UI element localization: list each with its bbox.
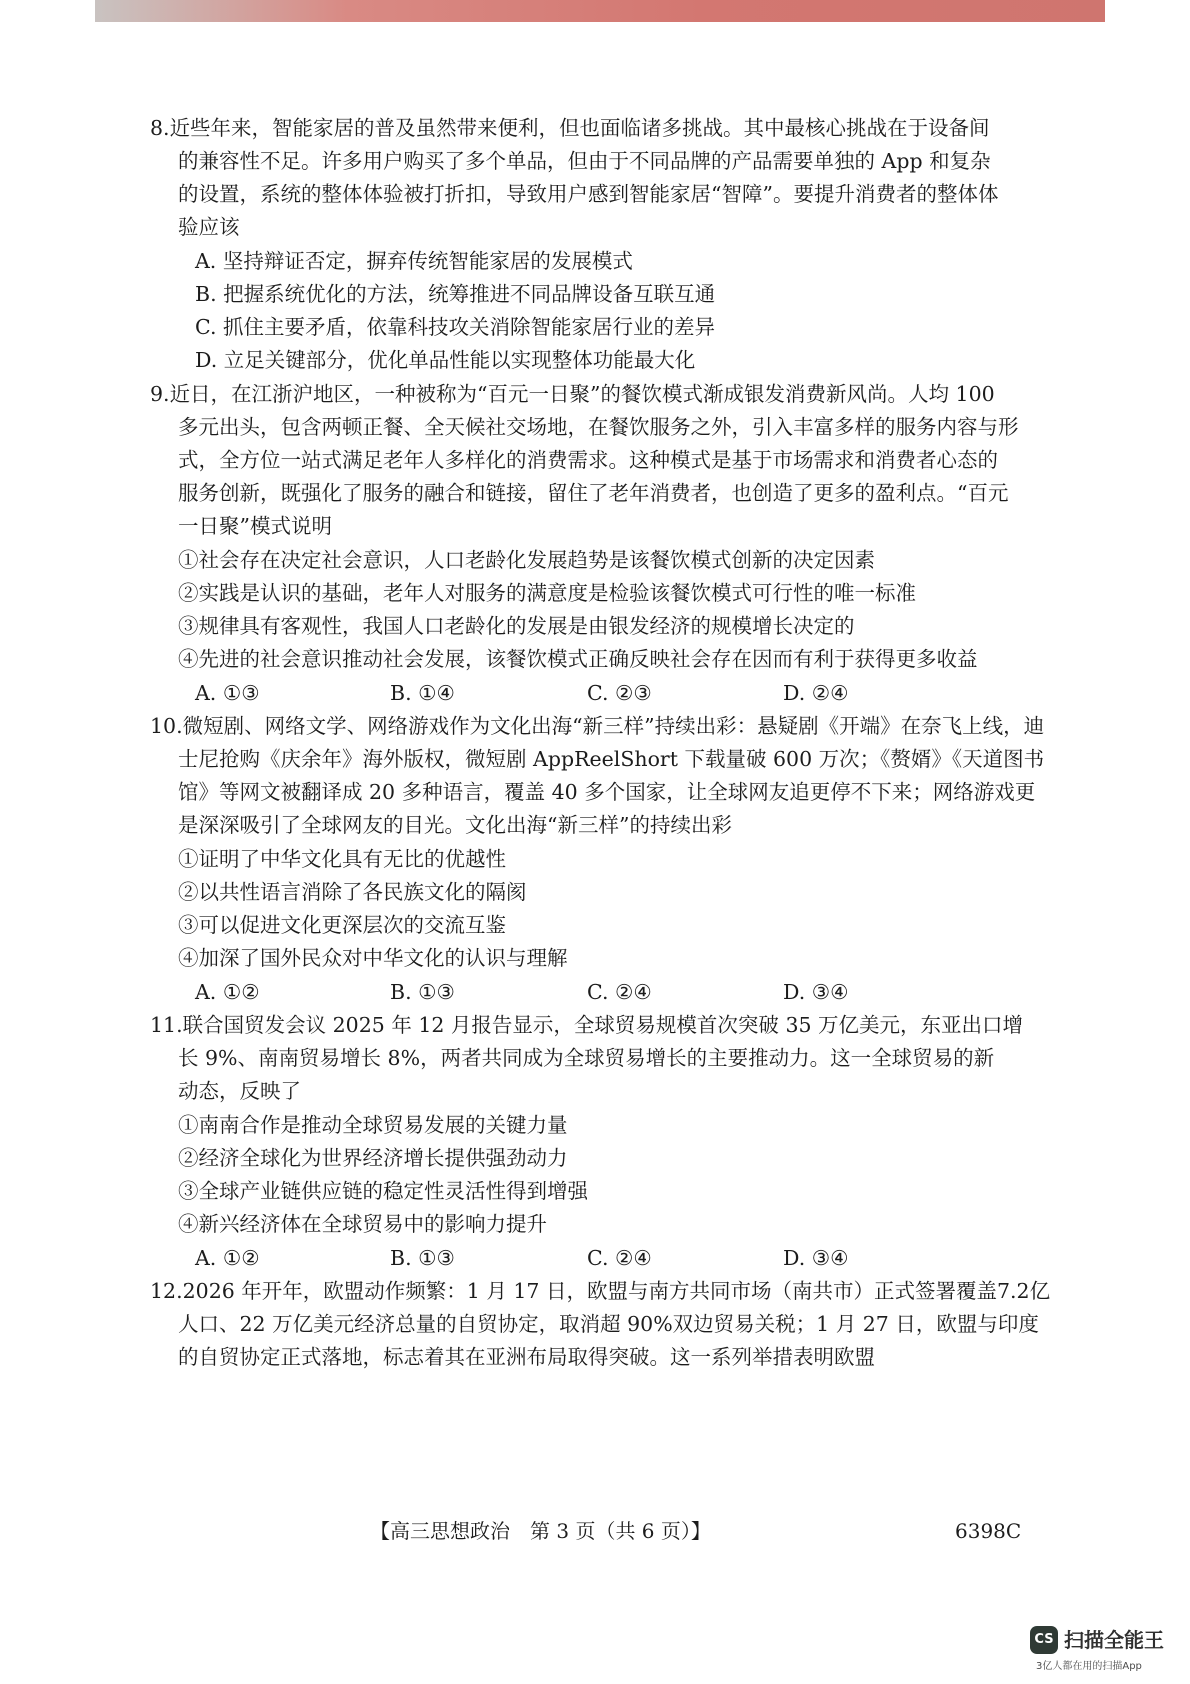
question-9-line-4: 服务创新，既强化了服务的融合和链接，留住了老年消费者，也创造了更多的盈利点。“百元	[178, 481, 1009, 505]
statement-4: ④新兴经济体在全球贸易中的影响力提升	[178, 1212, 547, 1236]
question-9-line-1	[150, 376, 1030, 412]
question-8-line-2: 的兼容性不足。许多用户购买了多个单品，但由于不同品牌的产品需要单独的 App 和复杂	[178, 149, 991, 173]
question-9-line-3: 式，全方位一站式满足老年人多样化的消费需求。这种模式是基于市场需求和消费者心态的	[178, 448, 998, 472]
choice-d: D. ③④	[783, 980, 849, 1004]
question-10-line-3: 馆》等网文被翻译成 20 多种语言，覆盖 40 多个国家，让全球网友追更停不下来；网络游戏更	[178, 780, 1036, 804]
question-number: 12.	[150, 1279, 183, 1303]
choice-a: A. ①②	[195, 1246, 260, 1270]
statement-1: ①南南合作是推动全球贸易发展的关键力量	[178, 1113, 568, 1137]
question-10-line-1	[150, 708, 1045, 744]
question-text: 近些年来，智能家居的普及虽然带来便利，但也面临诸多挑战。其中最核心挑战在于设备间	[169, 116, 990, 140]
question-number: 8.	[150, 116, 170, 140]
question-9-line-2: 多元出头，包含两顿正餐、全天候社交场地，在餐饮服务之外，引入丰富多样的服务内容与形	[178, 415, 1019, 439]
question-8-line-4: 验应该	[178, 215, 240, 239]
question-12-line-3: 的自贸协定正式落地，标志着其在亚洲布局取得突破。这一系列举措表明欧盟	[178, 1345, 875, 1369]
watermark-tagline: 3亿人都在用的扫描App	[1036, 1661, 1142, 1672]
option-c: C. 抓住主要矛盾，依靠科技攻关消除智能家居行业的差异	[195, 315, 715, 339]
statement-2: ②以共性语言消除了各民族文化的隔阂	[178, 880, 527, 904]
choice-row	[195, 1240, 1035, 1276]
statement-3: ③规律具有客观性，我国人口老龄化的发展是由银发经济的规模增长决定的	[178, 614, 855, 638]
option-d: D. 立足关键部分，优化单品性能以实现整体功能最大化	[195, 348, 696, 372]
question-number: 11.	[150, 1013, 183, 1037]
question-8-line-1	[150, 110, 1030, 146]
question-11-line-1	[150, 1007, 1030, 1043]
choice-row	[195, 675, 1035, 711]
choice-c: C. ②④	[587, 980, 652, 1004]
option-b: B. 把握系统优化的方法，统筹推进不同品牌设备互联互通	[195, 282, 716, 306]
question-number: 10.	[150, 714, 183, 738]
choice-c: C. ②③	[587, 681, 652, 705]
page-footer-title: 【高三思想政治 第 3 页（共 6 页）】	[370, 1519, 711, 1543]
question-11-line-2: 长 9%、南南贸易增长 8%，两者共同成为全球贸易增长的主要推动力。这一全球贸易的新	[178, 1046, 995, 1070]
choice-b: B. ①③	[390, 980, 455, 1004]
choice-row	[195, 974, 1035, 1010]
question-text: 近日，在江浙沪地区，一种被称为“百元一日聚”的餐饮模式渐成银发消费新风尚。人均 100	[169, 382, 995, 406]
choice-d: D. ②④	[783, 681, 849, 705]
statement-3: ③可以促进文化更深层次的交流互鉴	[178, 913, 506, 937]
scan-top-band	[95, 0, 1105, 22]
choice-d: D. ③④	[783, 1246, 849, 1270]
statement-4: ④加深了国外民众对中华文化的认识与理解	[178, 946, 568, 970]
statement-1: ①社会存在决定社会意识，人口老龄化发展趋势是该餐饮模式创新的决定因素	[178, 548, 875, 572]
question-10-line-4: 是深深吸引了全球网友的目光。文化出海“新三样”的持续出彩	[178, 813, 732, 837]
statement-3: ③全球产业链供应链的稳定性灵活性得到增强	[178, 1179, 588, 1203]
question-text: 微短剧、网络文学、网络游戏作为文化出海“新三样”持续出彩：悬疑剧《开端》在奈飞上线，迪	[182, 714, 1045, 738]
choice-b: B. ①③	[390, 1246, 455, 1270]
scanner-watermark	[1030, 1622, 1180, 1678]
statement-4: ④先进的社会意识推动社会发展，该餐饮模式正确反映社会存在因而有利于获得更多收益	[178, 647, 978, 671]
question-12-line-1	[150, 1273, 1051, 1309]
watermark-app-name: 扫描全能王	[1064, 1628, 1164, 1652]
statement-2: ②经济全球化为世界经济增长提供强劲动力	[178, 1146, 568, 1170]
question-number: 9.	[150, 382, 170, 406]
statement-2: ②实践是认识的基础，老年人对服务的满意度是检验该餐饮模式可行性的唯一标准	[178, 581, 916, 605]
question-12-line-2: 人口、22 万亿美元经济总量的自贸协定，取消超 90%双边贸易关税；1 月 27 日，欧盟与印度	[178, 1312, 1039, 1336]
question-text: 2026 年开年，欧盟动作频繁：1 月 17 日，欧盟与南方共同市场（南共市）正式签署覆盖7.2亿	[182, 1279, 1051, 1303]
choice-a: A. ①②	[195, 980, 260, 1004]
paper-code: 6398C	[955, 1519, 1022, 1543]
option-a: A. 坚持辩证否定，摒弃传统智能家居的发展模式	[195, 249, 633, 273]
camscanner-logo-icon: CS	[1030, 1626, 1058, 1654]
choice-c: C. ②④	[587, 1246, 652, 1270]
question-9-line-5: 一日聚”模式说明	[178, 514, 332, 538]
question-text: 联合国贸发会议 2025 年 12 月报告显示，全球贸易规模首次突破 35 万亿美元，东亚出口增	[182, 1013, 1024, 1037]
statement-1: ①证明了中华文化具有无比的优越性	[178, 847, 506, 871]
choice-b: B. ①④	[390, 681, 455, 705]
choice-a: A. ①③	[195, 681, 260, 705]
question-10-line-2: 士尼抢购《庆余年》海外版权，微短剧 AppReelShort 下载量破 600 万次；《赘婿》《天道图书	[178, 747, 1045, 771]
question-8-line-3: 的设置，系统的整体体验被打折扣，导致用户感到智能家居“智障”。要提升消费者的整体体	[178, 182, 999, 206]
question-11-line-3: 动态，反映了	[178, 1079, 301, 1103]
